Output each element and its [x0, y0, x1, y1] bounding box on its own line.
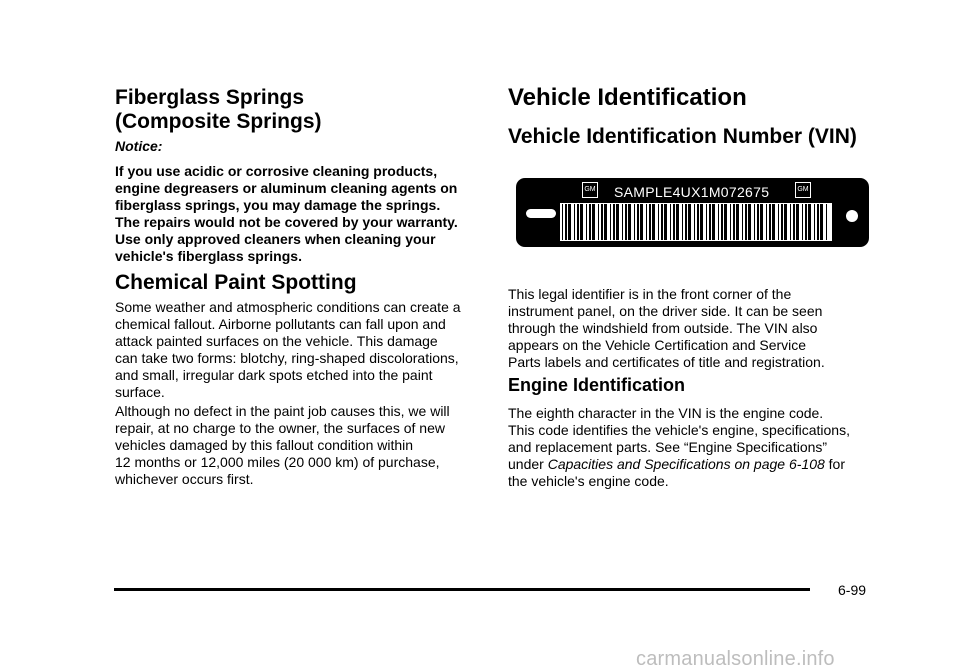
vin-paragraph [508, 286, 825, 371]
text-line: attack painted surfaces on the vehicle. This damage [115, 333, 438, 349]
heading-line: Fiberglass Springs [115, 86, 305, 109]
barcode-bar [721, 204, 723, 240]
barcode-bar [676, 204, 679, 240]
gm-logo-icon: GM [795, 182, 811, 198]
gm-logo-icon: GM [582, 182, 598, 198]
barcode-bar [574, 204, 575, 240]
barcode-bar [754, 204, 755, 240]
barcode-bar [772, 204, 775, 240]
text-line: 12 months or 12,000 miles (20 000 km) of purchase, [115, 454, 440, 470]
engine-paragraph [508, 405, 850, 490]
barcode-bar [745, 204, 747, 240]
barcode-bar [697, 204, 699, 240]
barcode-bar [742, 204, 743, 240]
barcode-bar [694, 204, 695, 240]
footer-rule [114, 588, 810, 591]
barcode-bar [682, 204, 683, 240]
chemical-paint-spotting-heading: Chemical Paint Spotting [115, 271, 357, 294]
barcode-bar [658, 204, 659, 240]
barcode-bar [652, 204, 655, 240]
barcode-bar [706, 204, 707, 240]
barcode-bar [805, 204, 807, 240]
fiberglass-springs-heading [115, 86, 322, 134]
text-line: If you use acidic or corrosive cleaning products, [115, 163, 438, 179]
text-line: through the windshield from outside. The VIN also [508, 320, 818, 336]
text-line: fiberglass springs, you may damage the springs. [115, 197, 441, 213]
barcode-bar [673, 204, 675, 240]
barcode-bar [568, 204, 571, 240]
text-line: appears on the Vehicle Certification and Service [508, 337, 807, 353]
text-line: Some weather and atmospheric conditions can create a [115, 299, 461, 315]
text-line: chemical fallout. Airborne pollutants can fall upon and [115, 316, 446, 332]
barcode-bar [748, 204, 751, 240]
text-line: Use only approved cleaners when cleaning your [115, 231, 436, 247]
barcode-bar [700, 204, 703, 240]
barcode-bar [616, 204, 619, 240]
barcode-bar [601, 204, 603, 240]
text-fragment: under [508, 456, 548, 472]
page-number: 6-99 [838, 582, 867, 598]
text-line: instrument panel, on the driver side. It can be seen [508, 303, 823, 319]
vin-barcode [560, 203, 832, 241]
barcode-bar [628, 204, 631, 240]
text-fragment: for [824, 456, 846, 472]
text-line: and replacement parts. See “Engine Specifications” [508, 439, 828, 455]
heading-line: (Composite Springs) [115, 110, 322, 133]
barcode-bar [709, 204, 711, 240]
text-line: repair, at no charge to the owner, the surfaces of new [115, 420, 445, 436]
barcode-bar [808, 204, 811, 240]
barcode-bar [598, 204, 599, 240]
chemical-paragraph-2 [115, 403, 450, 488]
barcode-bar [649, 204, 651, 240]
text-line: This legal identifier is in the front corner of the [508, 286, 792, 302]
notice-text [115, 163, 458, 265]
text-line: vehicles damaged by this fallout condition within [115, 437, 414, 453]
barcode-bar [730, 204, 731, 240]
barcode-bar [634, 204, 635, 240]
text-line: The eighth character in the VIN is the engine code. [508, 405, 824, 421]
engine-identification-heading: Engine Identification [508, 375, 686, 395]
barcode-bar [664, 204, 667, 240]
barcode-bar [613, 204, 615, 240]
barcode-bar [685, 204, 687, 240]
vin-heading: Vehicle Identification Number (VIN) [508, 125, 857, 148]
text-line: the vehicle's engine code. [508, 473, 669, 489]
barcode-bar [820, 204, 823, 240]
barcode-bar [589, 204, 591, 240]
barcode-bar [826, 204, 827, 240]
chemical-paragraph-1 [115, 299, 461, 401]
barcode-bar [796, 204, 799, 240]
barcode-bar [646, 204, 647, 240]
barcode-bar [562, 204, 563, 240]
text-line: engine degreasers or aluminum cleaning agents on [115, 180, 458, 196]
barcode-bar [688, 204, 691, 240]
text-line: vehicle's fiberglass springs. [115, 248, 302, 264]
text-line: Although no defect in the paint job causes this, we will [115, 403, 450, 419]
barcode-bar [817, 204, 819, 240]
barcode-bar [592, 204, 595, 240]
barcode-bar [625, 204, 627, 240]
mounting-hole [846, 210, 858, 222]
barcode-bar [766, 204, 767, 240]
barcode-bar [637, 204, 639, 240]
text-line: surface. [115, 384, 165, 400]
text-line: The repairs would not be covered by your warranty. [115, 214, 458, 230]
barcode-bar [736, 204, 739, 240]
barcode-bar [577, 204, 579, 240]
text-line: can take two forms: blotchy, ring-shaped discolorations, [115, 350, 459, 366]
vin-plate-illustration [516, 178, 869, 247]
barcode-bar [724, 204, 727, 240]
barcode-bar [610, 204, 611, 240]
barcode-bar [622, 204, 623, 240]
barcode-bar [802, 204, 803, 240]
barcode-bar [565, 204, 567, 240]
text-line: and small, irregular dark spots etched into the paint [115, 367, 433, 383]
text-line [508, 456, 850, 473]
barcode-bar [718, 204, 719, 240]
barcode-bar [760, 204, 763, 240]
barcode-bar [781, 204, 783, 240]
barcode-bar [586, 204, 587, 240]
barcode-bar [670, 204, 671, 240]
barcode-bar [733, 204, 735, 240]
barcode-bar [784, 204, 787, 240]
barcode-bar [778, 204, 779, 240]
barcode-bar [769, 204, 771, 240]
mounting-slot [526, 209, 556, 218]
text-line: Parts labels and certificates of title and registration. [508, 354, 825, 370]
notice-label: Notice: [115, 138, 163, 154]
barcode-bar [790, 204, 791, 240]
barcode-bar [580, 204, 583, 240]
barcode-bar [793, 204, 795, 240]
barcode-bar [814, 204, 815, 240]
vin-number: SAMPLE4UX1M072675 [614, 184, 770, 200]
cross-reference-link[interactable]: Capacities and Specifications on page 6-108 [547, 456, 825, 472]
barcode-bar [604, 204, 607, 240]
barcode-bar [661, 204, 663, 240]
watermark: carmanualsonline.info [636, 648, 835, 670]
vehicle-identification-heading: Vehicle Identification [508, 84, 747, 111]
barcode-bar [640, 204, 643, 240]
barcode-bar [757, 204, 759, 240]
barcode-bar [712, 204, 715, 240]
text-line: whichever occurs first. [115, 471, 254, 487]
text-line: This code identifies the vehicle's engine, specifications, [508, 422, 850, 438]
